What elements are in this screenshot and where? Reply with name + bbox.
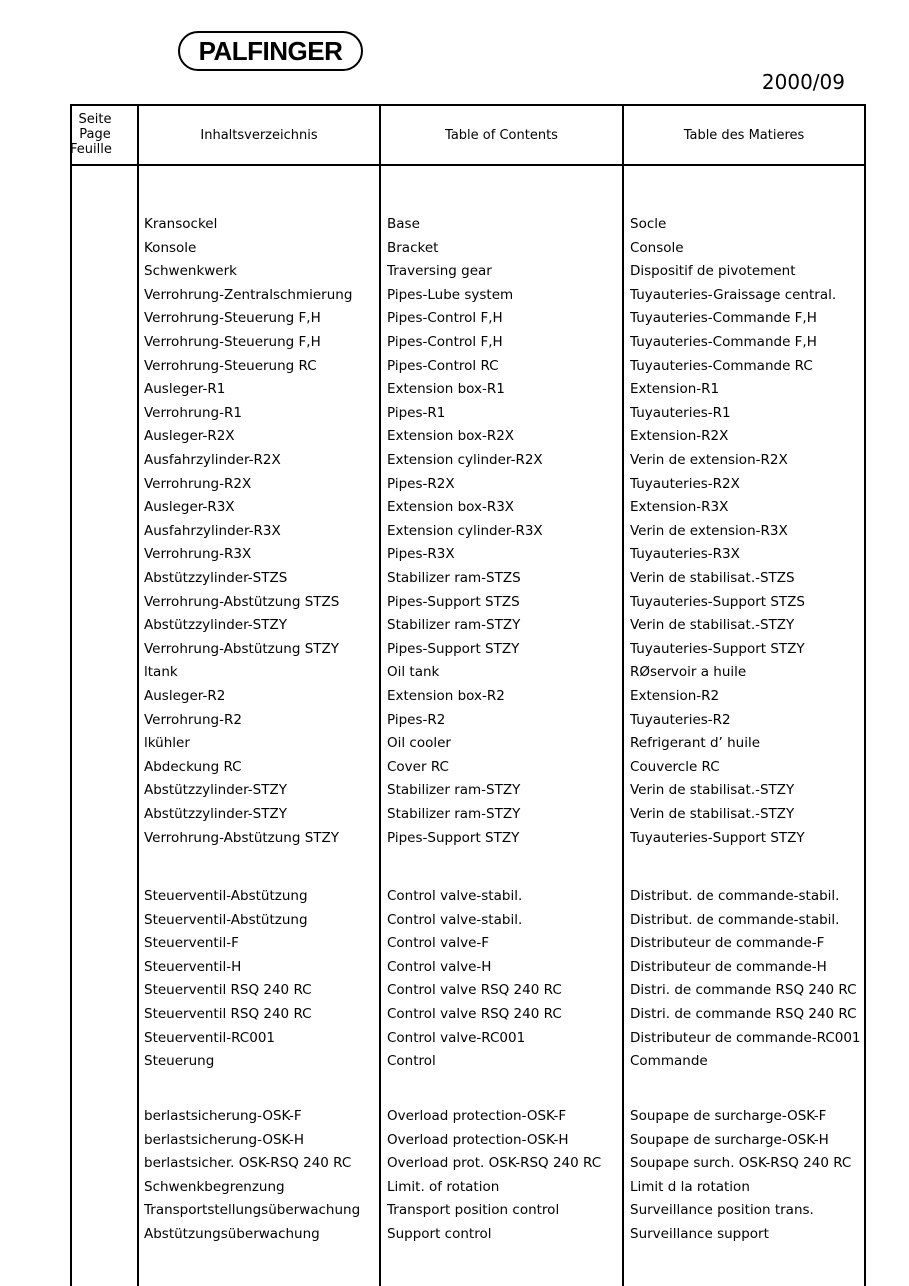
entry-french: Console [630, 239, 684, 256]
entry-english: Pipes-Control RC [387, 357, 499, 374]
entry-german: Abstützzylinder-STZY [144, 782, 287, 799]
entry-english: Bracket [387, 239, 439, 256]
entry-french: Verin de extension-R3X [630, 522, 788, 539]
entry-french: Tuyauteries-Support STZY [630, 640, 805, 657]
entry-french: Tuyauteries-Support STZY [630, 829, 805, 846]
entry-german: Steuerventil RSQ 240 RC [144, 1006, 312, 1022]
entry-german: Steuerventil-Abstützung [144, 911, 308, 928]
entry-french: Tuyauteries-Commande RC [630, 357, 813, 374]
entry-german: Ausfahrzylinder-R2X [144, 452, 281, 468]
entry-french: Commande [630, 1053, 708, 1070]
entry-german: Verrohrung-Steuerung F,H [144, 310, 321, 327]
entry-french: Extension-R2 [630, 688, 720, 704]
entry-german: ltank [144, 664, 178, 681]
entry-french: Soupape de surcharge-OSK-F [630, 1108, 827, 1124]
entry-english: Oil tank [387, 664, 440, 681]
entry-english: Extension box-R1 [387, 381, 505, 398]
entry-german: Konsole [144, 239, 197, 256]
entry-german: Steuerventil-H [144, 958, 242, 975]
entry-german: Ausleger-R2X [144, 428, 235, 445]
entry-german: Verrohrung-R1 [144, 404, 242, 421]
entry-english: Stabilizer ram-STZY [387, 782, 521, 799]
entry-english: Pipes-R1 [387, 404, 446, 421]
entry-english: Extension box-R2 [387, 688, 505, 704]
entry-german: Kransockel [144, 216, 218, 232]
entry-french: Extension-R2X [630, 428, 729, 445]
palfinger-logo [178, 31, 363, 71]
entry-french: Verin de stabilisat.-STZY [630, 806, 795, 822]
entry-english: Pipes-Lube system [387, 286, 514, 303]
entry-french: Refrigerant d’ huile [630, 735, 761, 752]
entry-french: Surveillance support [630, 1226, 769, 1242]
entry-french: Surveillance position trans. [630, 1202, 814, 1219]
entry-german: Verrohrung-Steuerung F,H [144, 334, 321, 350]
entry-french: Verin de stabilisat.-STZY [630, 617, 795, 634]
column-divider-page [137, 104, 139, 1286]
entry-german: Ausfahrzylinder-R3X [144, 522, 281, 539]
page-column-header [72, 112, 118, 157]
entry-german: Steuerventil-F [144, 935, 239, 952]
entry-english: Stabilizer ram-STZY [387, 617, 521, 634]
entry-english: Control valve RSQ 240 RC [387, 1006, 562, 1022]
entry-english: Stabilizer ram-STZY [387, 806, 521, 822]
entry-german: Ausleger-R1 [144, 381, 226, 398]
entry-english: Support control [387, 1226, 492, 1242]
entry-english: Control valve-stabil. [387, 888, 523, 904]
entry-german: Abstützungsüberwachung [144, 1226, 320, 1242]
entry-english: Control [387, 1053, 436, 1070]
entry-english: Control valve-F [387, 935, 490, 952]
entry-german: Verrohrung-Abstützung STZS [144, 593, 340, 610]
page-header-line: Seite [78, 112, 112, 127]
entry-english: Stabilizer ram-STZS [387, 570, 521, 586]
entry-german: Steuerventil-RC001 [144, 1029, 275, 1046]
entry-german: berlastsicherung-OSK-F [144, 1108, 302, 1124]
entry-french: Distri. de commande RSQ 240 RC [630, 1006, 857, 1022]
entry-german: Ausleger-R2 [144, 688, 226, 704]
entry-english: Overload prot. OSK-RSQ 240 RC [387, 1155, 602, 1172]
entry-english: Overload protection-OSK-H [387, 1131, 569, 1148]
entry-french: Verin de stabilisat.-STZY [630, 782, 795, 799]
entry-french: Distributeur de commande-RC001 [630, 1029, 861, 1046]
entry-french: Tuyauteries-R2 [630, 711, 731, 728]
entry-german: Transportstellungsüberwachung [144, 1202, 361, 1219]
entry-english: Base [387, 216, 420, 232]
entry-french: RØservoir a huile [630, 664, 747, 681]
entry-english: Control valve RSQ 240 RC [387, 982, 562, 999]
entry-english: Cover RC [387, 758, 449, 775]
entry-german: berlastsicherung-OSK-H [144, 1131, 304, 1148]
table-left-border [70, 104, 72, 1286]
entry-german: Abstützzylinder-STZS [144, 570, 288, 586]
entry-english: Pipes-Control F,H [387, 310, 503, 327]
entry-german: berlastsicher. OSK-RSQ 240 RC [144, 1155, 352, 1172]
entry-french: Verin de stabilisat.-STZS [630, 570, 795, 586]
entry-english: Pipes-R3X [387, 546, 455, 563]
entry-english: Control valve-RC001 [387, 1029, 526, 1046]
header-bottom-border [70, 164, 866, 166]
entry-french: Distribut. de commande-stabil. [630, 888, 840, 904]
column-divider-en [622, 104, 624, 1286]
entry-french: Couvercle RC [630, 758, 720, 775]
entry-french: Tuyauteries-Support STZS [630, 593, 805, 610]
entry-german: Steuerventil RSQ 240 RC [144, 982, 312, 999]
entry-german: Verrohrung-R2 [144, 711, 242, 728]
entry-english: Pipes-Support STZS [387, 593, 520, 610]
entry-german: Abstützzylinder-STZY [144, 806, 287, 822]
entry-english: Pipes-R2X [387, 475, 455, 492]
entry-french: Limit d la rotation [630, 1178, 750, 1195]
entry-english: Control valve-H [387, 958, 492, 975]
entry-german: Ausleger-R3X [144, 499, 235, 516]
entry-english: Extension cylinder-R3X [387, 522, 543, 539]
entry-french: Distributeur de commande-F [630, 935, 825, 952]
entry-french: Soupape de surcharge-OSK-H [630, 1131, 829, 1148]
entry-english: Pipes-Support STZY [387, 640, 520, 657]
entry-french: Tuyauteries-R3X [630, 546, 740, 563]
entry-english: Extension box-R3X [387, 499, 515, 516]
entry-german: Verrohrung-R2X [144, 475, 252, 492]
entry-french: Verin de extension-R2X [630, 452, 788, 468]
page-header-line: Feuille [70, 142, 112, 157]
entry-german: Schwenkbegrenzung [144, 1178, 285, 1195]
entry-german: Abstützzylinder-STZY [144, 617, 287, 634]
header-german: Inhaltsverzeichnis [200, 127, 318, 143]
entry-english: Limit. of rotation [387, 1178, 500, 1195]
header-french: Table des Matieres [683, 127, 805, 143]
entry-german: Verrohrung-Abstützung STZY [144, 640, 340, 657]
entry-english: Overload protection-OSK-F [387, 1108, 567, 1124]
entry-german: Abdeckung RC [144, 758, 242, 775]
entry-english: Pipes-Support STZY [387, 829, 520, 846]
entry-french: Tuyauteries-Commande F,H [630, 334, 817, 350]
entry-english: Oil cooler [387, 735, 451, 752]
entry-german: Verrohrung-R3X [144, 546, 252, 563]
entry-german: Schwenkwerk [144, 263, 237, 280]
header-english: Table of Contents [445, 127, 558, 143]
entry-german: Verrohrung-Abstützung STZY [144, 829, 340, 846]
entry-french: Socle [630, 216, 667, 232]
entry-french: Distribut. de commande-stabil. [630, 911, 840, 928]
entry-french: Distri. de commande RSQ 240 RC [630, 982, 857, 999]
entry-french: Distributeur de commande-H [630, 958, 827, 975]
entry-english: Traversing gear [387, 263, 492, 280]
entry-english: Control valve-stabil. [387, 911, 523, 928]
entry-english: Extension box-R2X [387, 428, 515, 445]
document-date: 2000/09 [761, 70, 845, 94]
entry-french: Soupape surch. OSK-RSQ 240 RC [630, 1155, 852, 1172]
entry-english: Pipes-Control F,H [387, 334, 503, 350]
entry-german: Verrohrung-Steuerung RC [144, 357, 317, 374]
entry-french: Tuyauteries-R1 [630, 404, 731, 421]
entry-french: Extension-R3X [630, 499, 729, 516]
entry-german: Verrohrung-Zentralschmierung [144, 286, 353, 303]
entry-french: Extension-R1 [630, 381, 720, 398]
entry-french: Tuyauteries-Graissage central. [630, 286, 837, 303]
entry-french: Tuyauteries-R2X [630, 475, 740, 492]
column-divider-de [379, 104, 381, 1286]
entry-german: Steuerventil-Abstützung [144, 888, 308, 904]
logo-text: PALFINGER [198, 35, 343, 66]
entry-german: Steuerung [144, 1053, 215, 1070]
entry-english: Transport position control [387, 1202, 560, 1219]
entry-french: Dispositif de pivotement [630, 263, 796, 280]
entry-french: Tuyauteries-Commande F,H [630, 310, 817, 327]
table-right-border [864, 104, 866, 1286]
entry-german: lkühler [144, 735, 190, 752]
entry-english: Pipes-R2 [387, 711, 446, 728]
entry-english: Extension cylinder-R2X [387, 452, 543, 468]
page-header-line: Page [79, 127, 111, 142]
